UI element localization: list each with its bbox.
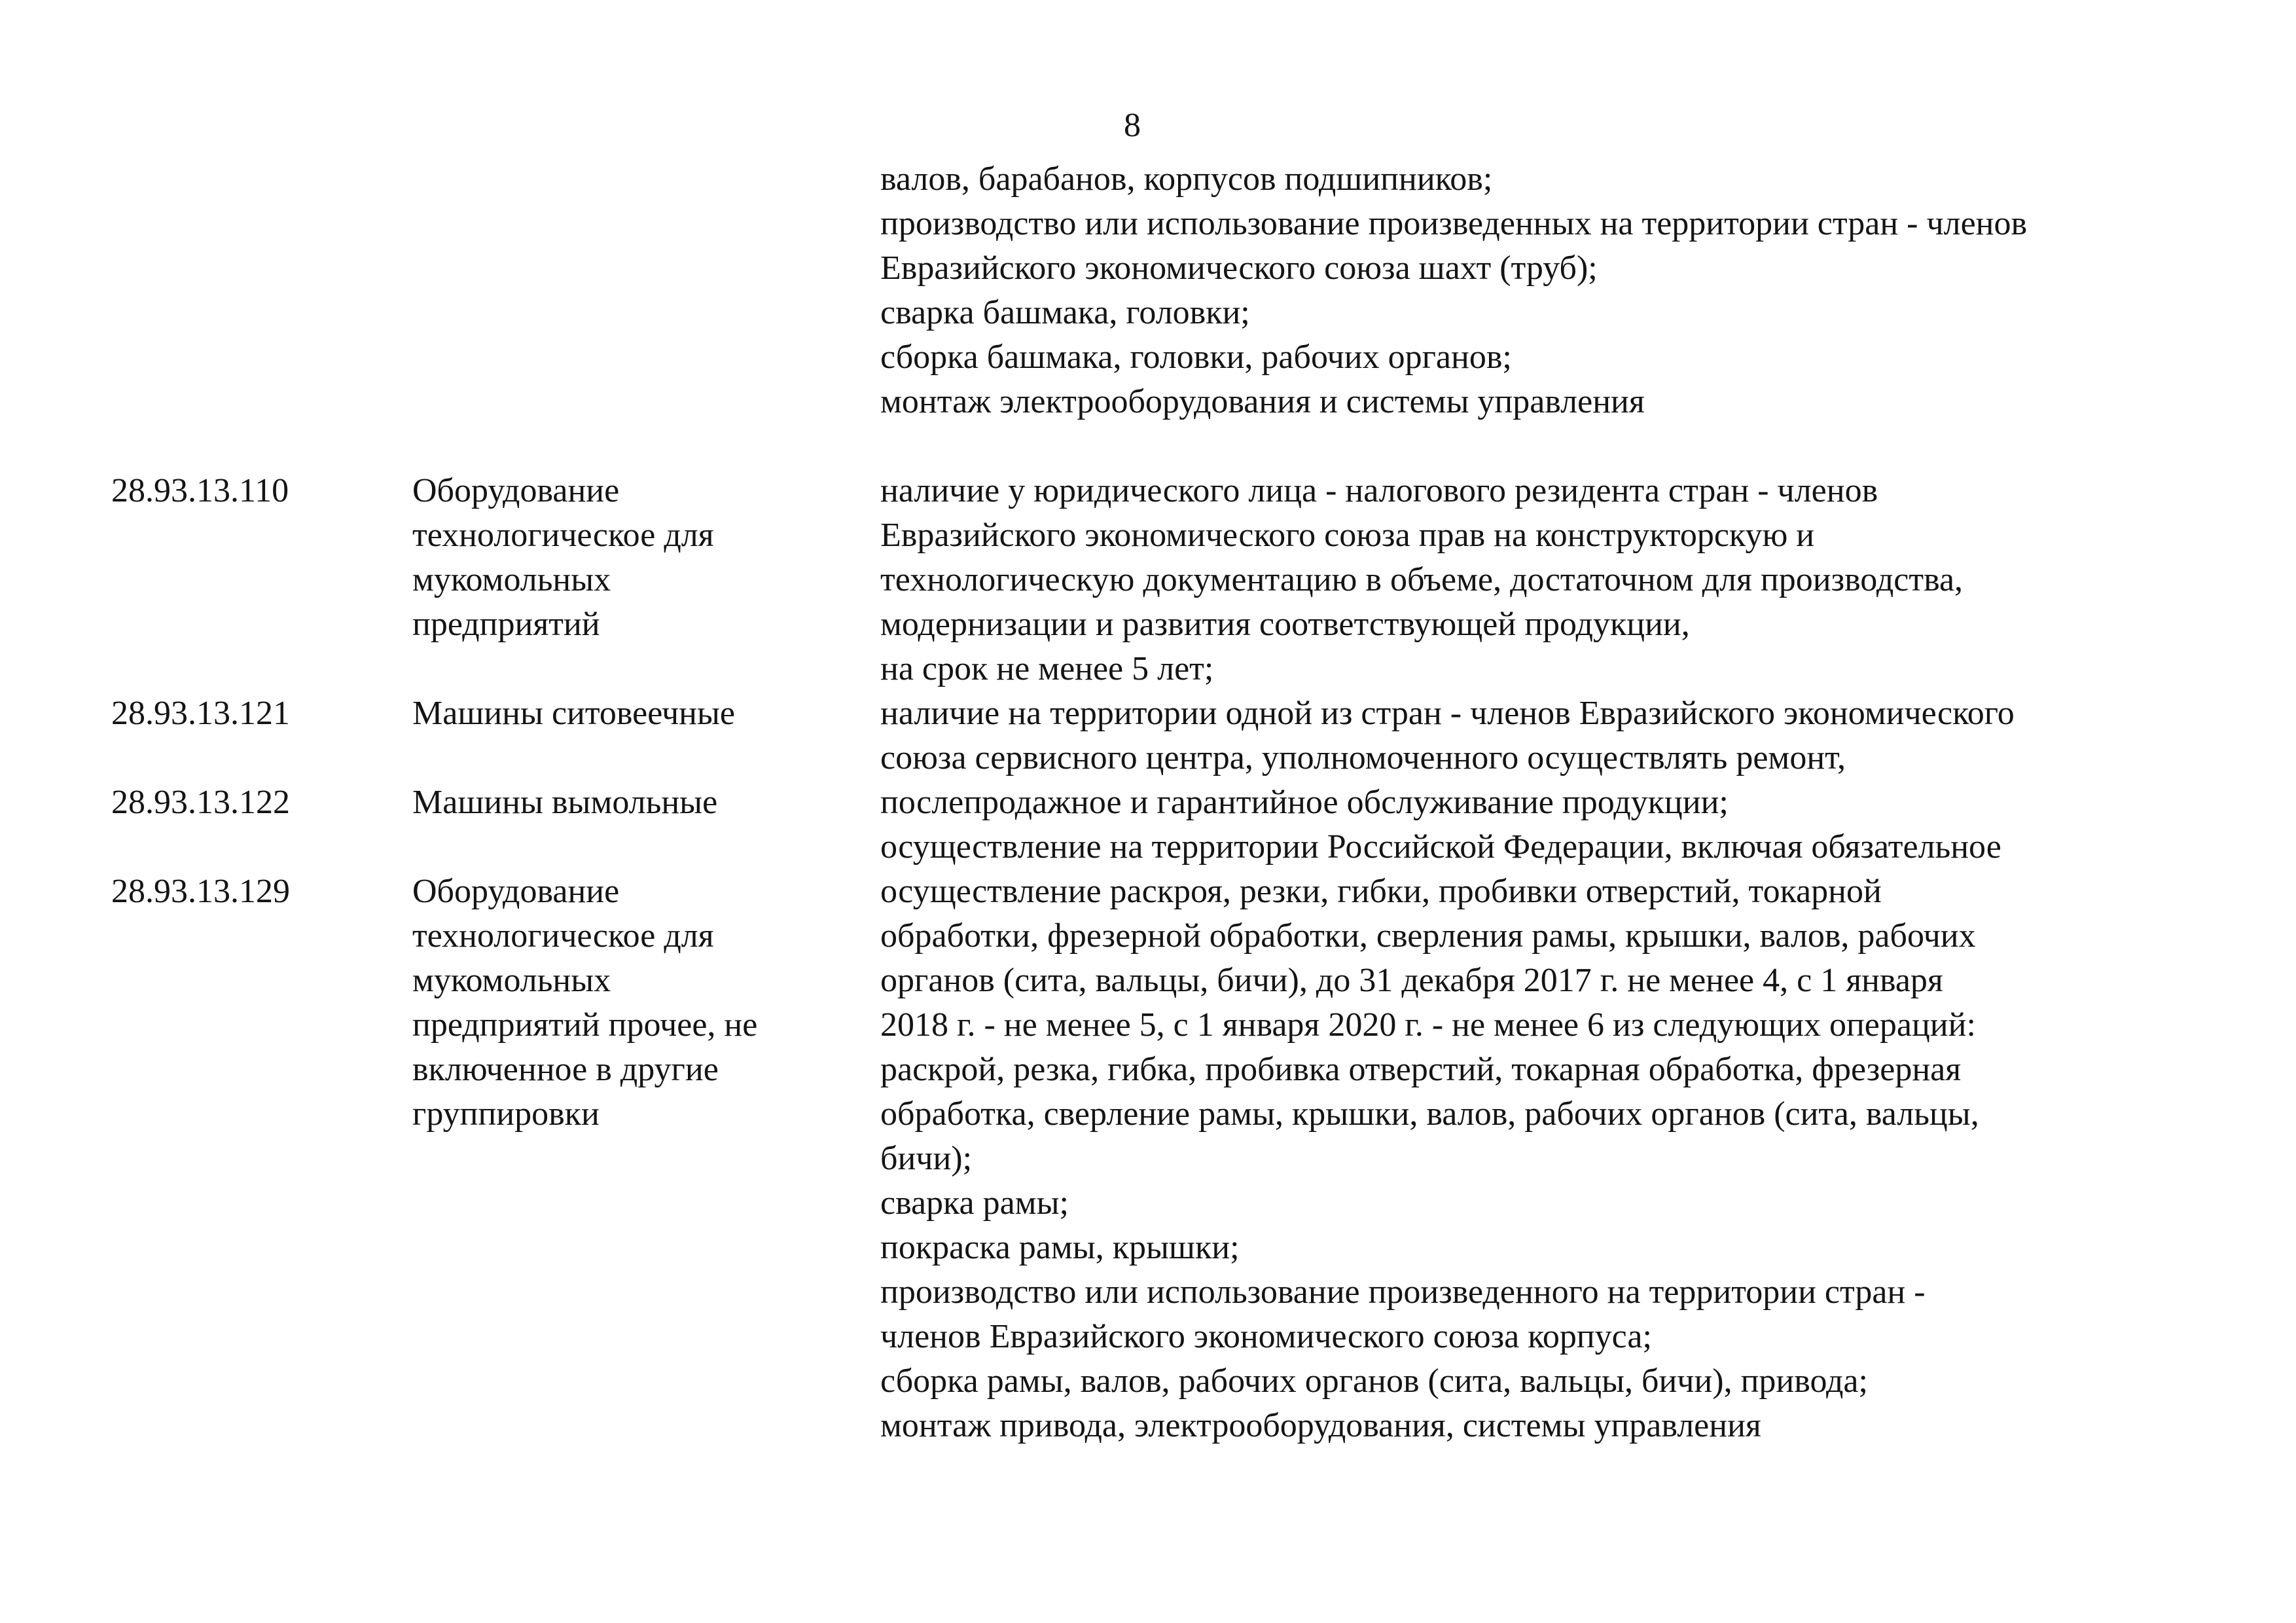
continuation-line: Евразийского экономического союза шахт (труб);	[880, 249, 1598, 287]
requirement-line: бичи);	[880, 1140, 973, 1177]
continuation-line: сварка башмака, головки;	[880, 294, 1250, 331]
requirement-line: сварка рамы;	[880, 1184, 1069, 1222]
requirement-line: раскрой, резка, гибка, пробивка отверстий, токарная обработка, фрезерная	[880, 1051, 1962, 1088]
requirement-line: союза сервисного центра, уполномоченного осуществлять ремонт,	[880, 739, 1846, 776]
requirement-line: на срок не менее 5 лет;	[880, 650, 1214, 687]
name-line: технологическое для	[412, 517, 714, 554]
name-line: группировки	[412, 1095, 600, 1133]
requirement-line: модернизации и развития соответствующей продукции,	[880, 606, 1690, 643]
requirement-line: обработка, сверление рамы, крышки, валов, рабочих органов (сита, вальцы,	[880, 1095, 1979, 1133]
table-row-name	[412, 869, 757, 1137]
table-row-code: 28.93.13.121	[111, 695, 290, 732]
continuation-line: валов, барабанов, корпусов подшипников;	[880, 160, 1493, 198]
name-line: Оборудование	[412, 873, 620, 910]
name-line: Машины ситовеечные	[412, 695, 736, 732]
continuation-line: сборка башмака, головки, рабочих органов;	[880, 338, 1512, 376]
table-row-name	[412, 469, 714, 647]
table-row-code: 28.93.13.122	[111, 784, 290, 821]
name-line: предприятий	[412, 606, 600, 643]
requirement-line: членов Евразийского экономического союза корпуса;	[880, 1318, 1652, 1355]
name-line: мукомольных	[412, 561, 611, 598]
table-row-code: 28.93.13.129	[111, 873, 290, 910]
continuation-line: производство или использование произведенных на территории стран - членов	[880, 205, 2028, 242]
requirement-line: 2018 г. - не менее 5, с 1 января 2020 г. - не менее 6 из следующих операций:	[880, 1006, 1976, 1044]
name-line: включенное в другие	[412, 1051, 719, 1088]
requirements-text	[880, 469, 2015, 1448]
requirement-line: наличие у юридического лица - налогового резидента стран - членов	[880, 472, 1878, 509]
requirement-line: монтаж привода, электрооборудования, системы управления	[880, 1407, 1761, 1444]
requirement-line: обработки, фрезерной обработки, сверления рамы, крышки, валов, рабочих	[880, 917, 1976, 955]
requirement-line: Евразийского экономического союза прав на конструкторскую и	[880, 517, 1815, 554]
table-row-name	[412, 691, 735, 736]
requirement-line: производство или использование произведенного на территории стран -	[880, 1273, 1926, 1311]
name-line: технологическое для	[412, 917, 714, 955]
table-row-name	[412, 780, 717, 825]
requirement-line: осуществление раскроя, резки, гибки, пробивки отверстий, токарной	[880, 873, 1882, 910]
requirement-line: органов (сита, вальцы, бичи), до 31 декабря 2017 г. не менее 4, с 1 января	[880, 962, 1943, 999]
requirement-line: покраска рамы, крышки;	[880, 1229, 1240, 1266]
requirement-line: сборка рамы, валов, рабочих органов (сита, вальцы, бичи), привода;	[880, 1362, 1868, 1400]
requirement-line: технологическую документацию в объеме, достаточном для производства,	[880, 561, 1964, 598]
name-line: предприятий прочее, не	[412, 1006, 758, 1044]
name-line: мукомольных	[412, 962, 611, 999]
requirement-line: послепродажное и гарантийное обслуживание продукции;	[880, 784, 1729, 821]
name-line: Оборудование	[412, 472, 620, 509]
continuation-line: монтаж электрооборудования и системы управления	[880, 383, 1645, 420]
continuation-text	[880, 157, 2027, 424]
page-number: 8	[1124, 107, 1141, 144]
requirement-line: наличие на территории одной из стран - членов Евразийского экономического	[880, 695, 2015, 732]
table-row-code: 28.93.13.110	[111, 472, 289, 509]
requirement-line: осуществление на территории Российской Федерации, включая обязательное	[880, 828, 2001, 866]
name-line: Машины вымольные	[412, 784, 718, 821]
